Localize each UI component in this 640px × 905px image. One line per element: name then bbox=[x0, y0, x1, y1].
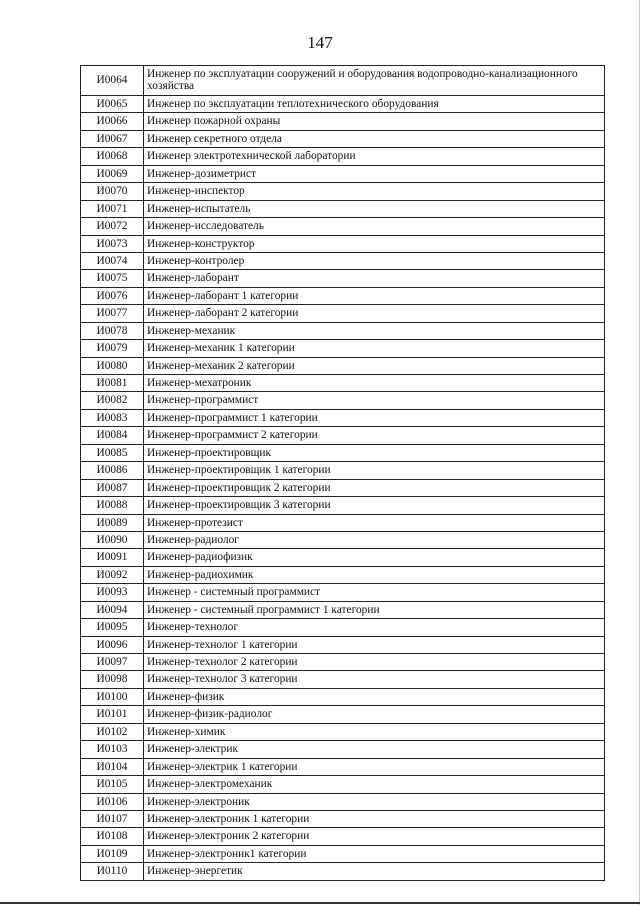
row-name: Инженер-технолог 2 категории bbox=[144, 654, 605, 671]
row-name: Инженер-проектировщик 2 категории bbox=[144, 479, 605, 496]
table-row bbox=[81, 375, 605, 392]
row-name: Инженер - системный программист bbox=[144, 584, 605, 601]
table-row bbox=[81, 479, 605, 496]
table-row bbox=[81, 200, 605, 217]
row-name: Инженер-программист 1 категории bbox=[144, 409, 605, 426]
row-name: Инженер по эксплуатации сооружений и оборудования водопроводно-канализационного хозяйства bbox=[144, 66, 605, 96]
row-code: И0088 bbox=[81, 497, 144, 514]
row-code: И0078 bbox=[81, 322, 144, 339]
row-name: Инженер-радиолог bbox=[144, 531, 605, 548]
row-code: И0087 bbox=[81, 479, 144, 496]
row-code: И0097 bbox=[81, 654, 144, 671]
row-code: И0108 bbox=[81, 828, 144, 845]
row-code: И0104 bbox=[81, 758, 144, 775]
table-row bbox=[81, 130, 605, 147]
table-row bbox=[81, 235, 605, 252]
row-code: И0102 bbox=[81, 723, 144, 740]
row-code: И0083 bbox=[81, 409, 144, 426]
row-code: И0107 bbox=[81, 810, 144, 827]
row-name: Инженер-мехатроник bbox=[144, 375, 605, 392]
row-code: И0076 bbox=[81, 287, 144, 304]
row-code: И0065 bbox=[81, 96, 144, 113]
table-row bbox=[81, 96, 605, 113]
row-name: Инженер-химик bbox=[144, 723, 605, 740]
row-name: Инженер-испытатель bbox=[144, 200, 605, 217]
row-name: Инженер-механик 1 категории bbox=[144, 340, 605, 357]
row-code: И0073 bbox=[81, 235, 144, 252]
table-row bbox=[81, 741, 605, 758]
row-name: Инженер-технолог bbox=[144, 619, 605, 636]
table-row bbox=[81, 654, 605, 671]
row-code: И0086 bbox=[81, 462, 144, 479]
table-row bbox=[81, 305, 605, 322]
table-row bbox=[81, 270, 605, 287]
table-row bbox=[81, 392, 605, 409]
row-name: Инженер-контролер bbox=[144, 252, 605, 269]
row-code: И0070 bbox=[81, 183, 144, 200]
row-code: И0098 bbox=[81, 671, 144, 688]
page-number: 147 bbox=[307, 33, 333, 52]
row-code: И0081 bbox=[81, 375, 144, 392]
row-code: И0109 bbox=[81, 845, 144, 862]
table-row bbox=[81, 828, 605, 845]
row-name: Инженер-программист 2 категории bbox=[144, 427, 605, 444]
row-name: Инженер-лаборант 2 категории bbox=[144, 305, 605, 322]
table-row bbox=[81, 723, 605, 740]
row-name: Инженер-программист bbox=[144, 392, 605, 409]
row-code: И0072 bbox=[81, 218, 144, 235]
table-row bbox=[81, 287, 605, 304]
row-code: И0093 bbox=[81, 584, 144, 601]
row-name: Инженер-физик bbox=[144, 688, 605, 705]
row-code: И0103 bbox=[81, 741, 144, 758]
row-code: И0085 bbox=[81, 444, 144, 461]
row-name: Инженер-исследователь bbox=[144, 218, 605, 235]
table-row bbox=[81, 619, 605, 636]
row-code: И0090 bbox=[81, 531, 144, 548]
row-code: И0084 bbox=[81, 427, 144, 444]
row-code: И0077 bbox=[81, 305, 144, 322]
table-row bbox=[81, 66, 605, 96]
row-name: Инженер-инспектор bbox=[144, 183, 605, 200]
table-row bbox=[81, 462, 605, 479]
row-code: И0095 bbox=[81, 619, 144, 636]
table-row bbox=[81, 409, 605, 426]
row-name: Инженер-дозиметрист bbox=[144, 165, 605, 182]
row-code: И0096 bbox=[81, 636, 144, 653]
table-row bbox=[81, 444, 605, 461]
row-name: Инженер-электроник bbox=[144, 793, 605, 810]
table-row bbox=[81, 427, 605, 444]
row-code: И0080 bbox=[81, 357, 144, 374]
row-name: Инженер-электрик bbox=[144, 741, 605, 758]
table-row bbox=[81, 636, 605, 653]
row-name: Инженер-электроник1 категории bbox=[144, 845, 605, 862]
table-row bbox=[81, 810, 605, 827]
row-name: Инженер-физик-радиолог bbox=[144, 706, 605, 723]
table-row bbox=[81, 218, 605, 235]
row-name: Инженер-технолог 1 категории bbox=[144, 636, 605, 653]
occupation-codes-table bbox=[80, 65, 605, 881]
table-row bbox=[81, 183, 605, 200]
row-name: Инженер секретного отдела bbox=[144, 130, 605, 147]
table-row bbox=[81, 357, 605, 374]
row-name: Инженер-электроник 1 категории bbox=[144, 810, 605, 827]
row-code: И0110 bbox=[81, 863, 144, 880]
row-name: Инженер-радиохимик bbox=[144, 566, 605, 583]
row-code: И0105 bbox=[81, 776, 144, 793]
table-row bbox=[81, 113, 605, 130]
table-row bbox=[81, 793, 605, 810]
row-code: И0069 bbox=[81, 165, 144, 182]
table-row bbox=[81, 252, 605, 269]
row-name: Инженер пожарной охраны bbox=[144, 113, 605, 130]
row-name: Инженер-лаборант bbox=[144, 270, 605, 287]
table-row bbox=[81, 776, 605, 793]
row-name: Инженер-механик bbox=[144, 322, 605, 339]
table-row bbox=[81, 165, 605, 182]
table-row bbox=[81, 322, 605, 339]
table-row bbox=[81, 148, 605, 165]
row-name: Инженер-протезист bbox=[144, 514, 605, 531]
row-code: И0064 bbox=[81, 66, 144, 96]
bottom-rule bbox=[0, 902, 640, 904]
row-name: Инженер-лаборант 1 категории bbox=[144, 287, 605, 304]
table-row bbox=[81, 531, 605, 548]
row-code: И0074 bbox=[81, 252, 144, 269]
table-row bbox=[81, 688, 605, 705]
row-code: И0067 bbox=[81, 130, 144, 147]
row-code: И0075 bbox=[81, 270, 144, 287]
table-row bbox=[81, 758, 605, 775]
row-code: И0082 bbox=[81, 392, 144, 409]
row-name: Инженер по эксплуатации теплотехнического оборудования bbox=[144, 96, 605, 113]
row-name: Инженер-радиофизик bbox=[144, 549, 605, 566]
row-code: И0066 bbox=[81, 113, 144, 130]
table-row bbox=[81, 601, 605, 618]
table-body bbox=[81, 66, 605, 881]
row-name: Инженер-электрик 1 категории bbox=[144, 758, 605, 775]
row-code: И0106 bbox=[81, 793, 144, 810]
table-row bbox=[81, 863, 605, 880]
table-row bbox=[81, 566, 605, 583]
row-name: Инженер-конструктор bbox=[144, 235, 605, 252]
row-code: И0100 bbox=[81, 688, 144, 705]
row-code: И0091 bbox=[81, 549, 144, 566]
row-name: Инженер-механик 2 категории bbox=[144, 357, 605, 374]
table-row bbox=[81, 845, 605, 862]
row-code: И0068 bbox=[81, 148, 144, 165]
row-name: Инженер-проектировщик 1 категории bbox=[144, 462, 605, 479]
row-code: И0079 bbox=[81, 340, 144, 357]
row-code: И0089 bbox=[81, 514, 144, 531]
table-row bbox=[81, 584, 605, 601]
table-row bbox=[81, 340, 605, 357]
table-row bbox=[81, 514, 605, 531]
table-row bbox=[81, 497, 605, 514]
table-row bbox=[81, 706, 605, 723]
row-name: Инженер-проектировщик 3 категории bbox=[144, 497, 605, 514]
table-row bbox=[81, 671, 605, 688]
row-name: Инженер-энергетик bbox=[144, 863, 605, 880]
table-row bbox=[81, 549, 605, 566]
row-code: И0101 bbox=[81, 706, 144, 723]
row-name: Инженер-электроник 2 категории bbox=[144, 828, 605, 845]
row-code: И0092 bbox=[81, 566, 144, 583]
row-code: И0094 bbox=[81, 601, 144, 618]
row-name: Инженер - системный программист 1 категории bbox=[144, 601, 605, 618]
row-name: Инженер электротехнической лаборатории bbox=[144, 148, 605, 165]
row-name: Инженер-проектировщик bbox=[144, 444, 605, 461]
row-name: Инженер-электромеханик bbox=[144, 776, 605, 793]
row-name: Инженер-технолог 3 категории bbox=[144, 671, 605, 688]
row-code: И0071 bbox=[81, 200, 144, 217]
